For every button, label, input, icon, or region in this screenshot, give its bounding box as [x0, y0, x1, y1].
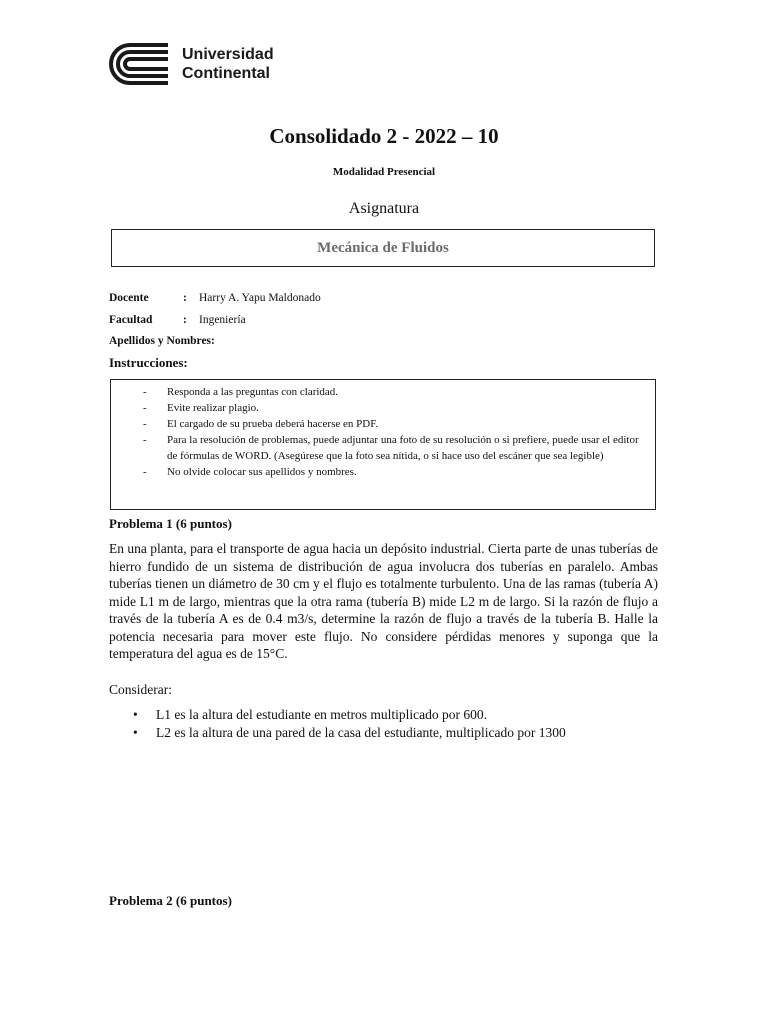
instructions-box [110, 379, 656, 510]
logo-line-2: Continental [182, 65, 270, 82]
list-item: - Evite realizar plagio. [143, 402, 259, 414]
list-item: - No olvide colocar sus apellidos y nombres. [143, 466, 357, 478]
university-logo [108, 42, 274, 86]
apellidos-row [109, 335, 215, 347]
docente-row [109, 292, 321, 304]
docente-label: Docente [109, 292, 149, 304]
instructions-heading: Instrucciones: [109, 355, 188, 370]
docente-value: Harry A. Yapu Maldonado [199, 292, 321, 304]
document-title: Consolidado 2 - 2022 – 10 [269, 124, 499, 148]
problem-1-heading: Problema 1 (6 puntos) [109, 516, 232, 531]
logo-line-1: Universidad [182, 46, 274, 63]
consider-label: Considerar: [109, 682, 172, 697]
apellidos-label: Apellidos y Nombres: [109, 335, 215, 347]
list-item: - El cargado de su prueba deberá hacerse en PDF. [143, 418, 379, 430]
docente-colon: : [183, 292, 187, 304]
list-item: • L2 es la altura de una pared de la casa del estudiante, multiplicado por 1300 [133, 725, 566, 740]
list-item: - Responda a las preguntas con claridad. [143, 386, 339, 398]
problem-1-text: En una planta, para el transporte de agua hacia un depósito industrial. Cierta parte de unas tuberías de hierro fundido de un sistema de distribución de agua involucra dos tuberías en paralelo. Ambas tuberías tienen un diámetro de 30 cm y el flujo es totalmente turbulento. Una de las ramas (tubería A) mide L1 m de largo, mientras que la otra rama (tubería B) mide L2 m de largo. Si la razón de flujo a través de la tubería A es de 0.4 m3/s, determine la razón de flujo a través de la tubería B. Halle la potencia necesaria para mover este flujo. No considere pérdidas menores y suponga que la temperatura del agua es de 15°C. [109, 541, 658, 661]
subject-label: Asignatura [348, 200, 420, 217]
facultad-label: Facultad [109, 314, 153, 326]
course-name-box [111, 229, 655, 267]
logo-wordmark [182, 45, 274, 83]
instructions-list [111, 384, 645, 480]
facultad-value: Ingeniería [199, 314, 246, 326]
universidad-continental-logo-icon [108, 42, 172, 86]
problem-2-heading: Problema 2 (6 puntos) [109, 893, 232, 908]
modality-label: Modalidad Presencial [332, 166, 436, 178]
facultad-row [109, 314, 246, 326]
course-name: Mecánica de Fluidos [317, 239, 449, 256]
list-item: • L1 es la altura del estudiante en metros multiplicado por 600. [133, 707, 488, 722]
list-item: - Para la resolución de problemas, puede adjuntar una foto de su resolución o si prefiere, puede usar el editor de fórmulas de WORD. (Asegúrese que la foto sea nítida, o si hace uso del escáner que sea legible) [143, 434, 639, 462]
facultad-colon: : [183, 314, 187, 326]
consider-list [109, 706, 669, 742]
